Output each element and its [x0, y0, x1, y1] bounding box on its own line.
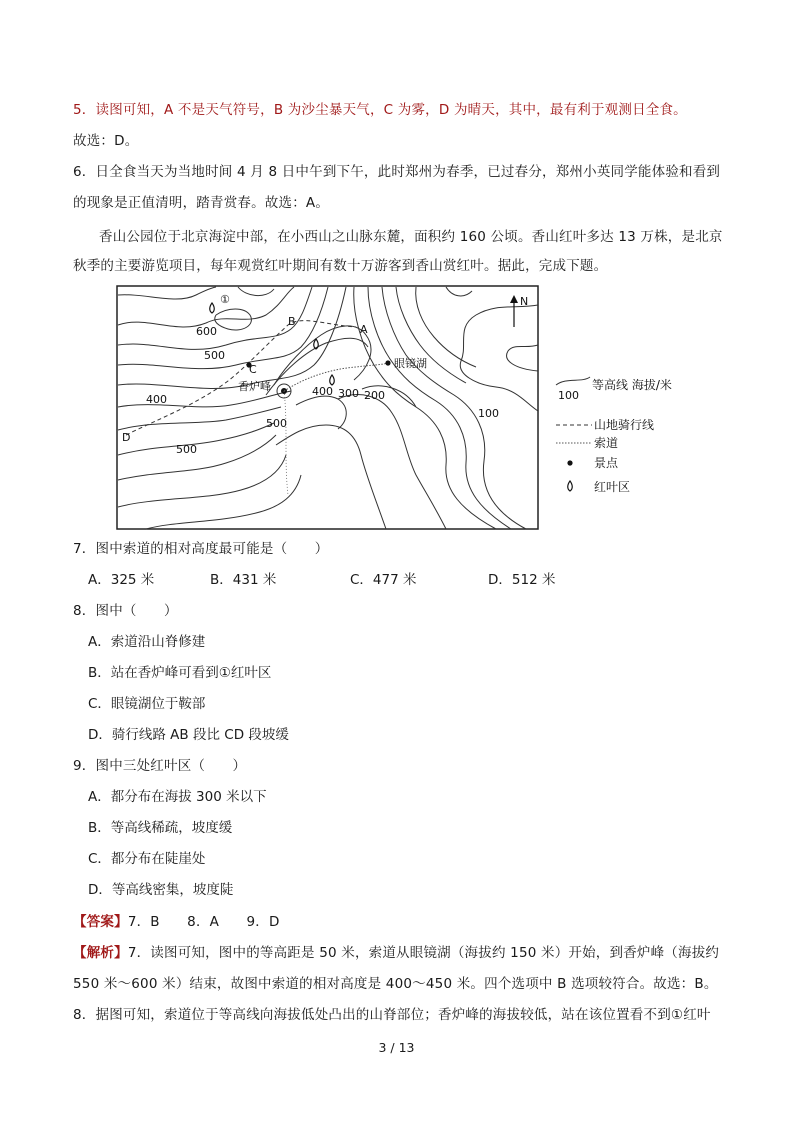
intro-paragraph-1: 香山公园位于北京海淀中部，在小西山之山脉东麓，面积约 160 公顷。香山红叶多达 13 万株，是北京: [99, 229, 723, 245]
q8-stem: 8．图中（ ）: [73, 603, 178, 619]
q7-option-d: D．512 米: [488, 572, 556, 588]
analysis-text-1: 7．读图可知，图中的等高距是 50 米，索道从眼镜湖（海拔约 150 米）开始，到香炉峰（海拔约: [127, 945, 720, 961]
intro-paragraph-2: 秋季的主要游览项目，每年观赏红叶期间有数十万游客到香山赏红叶。据此，完成下题。: [73, 258, 608, 274]
q7-option-a: A．325 米: [88, 572, 155, 588]
q8-option-a: A．索道沿山脊修建: [88, 634, 206, 650]
analysis-tag: 【解析】: [73, 945, 128, 961]
north-label: N: [520, 295, 529, 308]
analysis-line-3: 8．据图可知，索道位于等高线向海拔低处凸出的山脊部位；香炉峰的海拔较低，站在该位置看不到①红叶: [73, 1007, 711, 1023]
q8-option-b: B．站在香炉峰可看到①红叶区: [88, 665, 272, 681]
q7-option-b: B．431 米: [210, 572, 277, 588]
label-point-b: B: [288, 315, 296, 328]
label-lake: 眼镜湖: [394, 357, 427, 370]
answer-text: 7．B 8．A 9．D: [127, 914, 280, 930]
q9-option-d: D．等高线密集，坡度陡: [88, 882, 234, 898]
legend-cable: 索道: [594, 436, 619, 450]
scenic-spot-lake: [385, 360, 390, 365]
q8-option-d: D．骑行线路 AB 段比 CD 段坡缓: [88, 727, 289, 743]
contour-map: [116, 285, 676, 531]
label-contour-500-c: 500: [176, 443, 197, 456]
label-point-d: D: [122, 431, 131, 444]
answer-tag: 【答案】: [73, 914, 128, 930]
q9-stem: 9．图中三处红叶区（ ）: [73, 758, 247, 774]
q9-option-c: C．都分布在陡崖处: [88, 851, 206, 867]
label-point-c: C: [249, 363, 257, 376]
q7-option-c: C．477 米: [350, 572, 417, 588]
label-contour-400-a: 400: [146, 393, 167, 406]
label-contour-500-a: 500: [204, 349, 225, 362]
label-point-a: A: [360, 323, 368, 336]
legend-spot: 景点: [594, 456, 619, 470]
q6-explanation-1: 6．日全食当天为当地时间 4 月 8 日中午到下午，此时郑州为春季，已过春分，郑州小英同学能体验和看到: [73, 164, 721, 180]
analysis-line-2: 550 米～600 米）结束，故图中索道的相对高度是 400～450 米。四个选项中 B 选项较符合。故选：B。: [73, 976, 718, 992]
map-legend: [556, 377, 672, 494]
label-contour-200: 200: [364, 389, 385, 402]
legend-contour-value: 100: [558, 389, 579, 402]
label-peak: 香炉峰: [238, 380, 271, 393]
label-area-1: ①: [220, 293, 230, 306]
q7-stem: 7．图中索道的相对高度最可能是（ ）: [73, 541, 329, 557]
q9-option-b: B．等高线稀疏，坡度缓: [88, 820, 233, 836]
q5-choice: 故选：D。: [73, 133, 139, 149]
page-number: 3 / 13: [378, 1040, 415, 1055]
q5-explanation: 5．读图可知，A 不是天气符号，B 为沙尘暴天气，C 为雾，D 为晴天，其中，最有利于观测日全食。: [73, 102, 687, 118]
q6-explanation-2: 的现象是正值清明，踏青赏春。故选：A。: [73, 195, 330, 211]
label-contour-400-b: 400: [312, 385, 333, 398]
q9-option-a: A．都分布在海拔 300 米以下: [88, 789, 267, 805]
analysis-line-1: [73, 943, 719, 963]
answer-line: [73, 912, 280, 932]
label-contour-300: 300: [338, 387, 359, 400]
map-frame: [117, 286, 538, 529]
label-contour-100: 100: [478, 407, 499, 420]
label-contour-600: 600: [196, 325, 217, 338]
legend-redleaf: 红叶区: [594, 480, 631, 494]
label-contour-500-b: 500: [266, 417, 287, 430]
legend-trail: 山地骑行线: [594, 418, 655, 432]
legend-contour: 等高线 海拔/米: [592, 378, 672, 392]
q8-option-c: C．眼镜湖位于鞍部: [88, 696, 206, 712]
